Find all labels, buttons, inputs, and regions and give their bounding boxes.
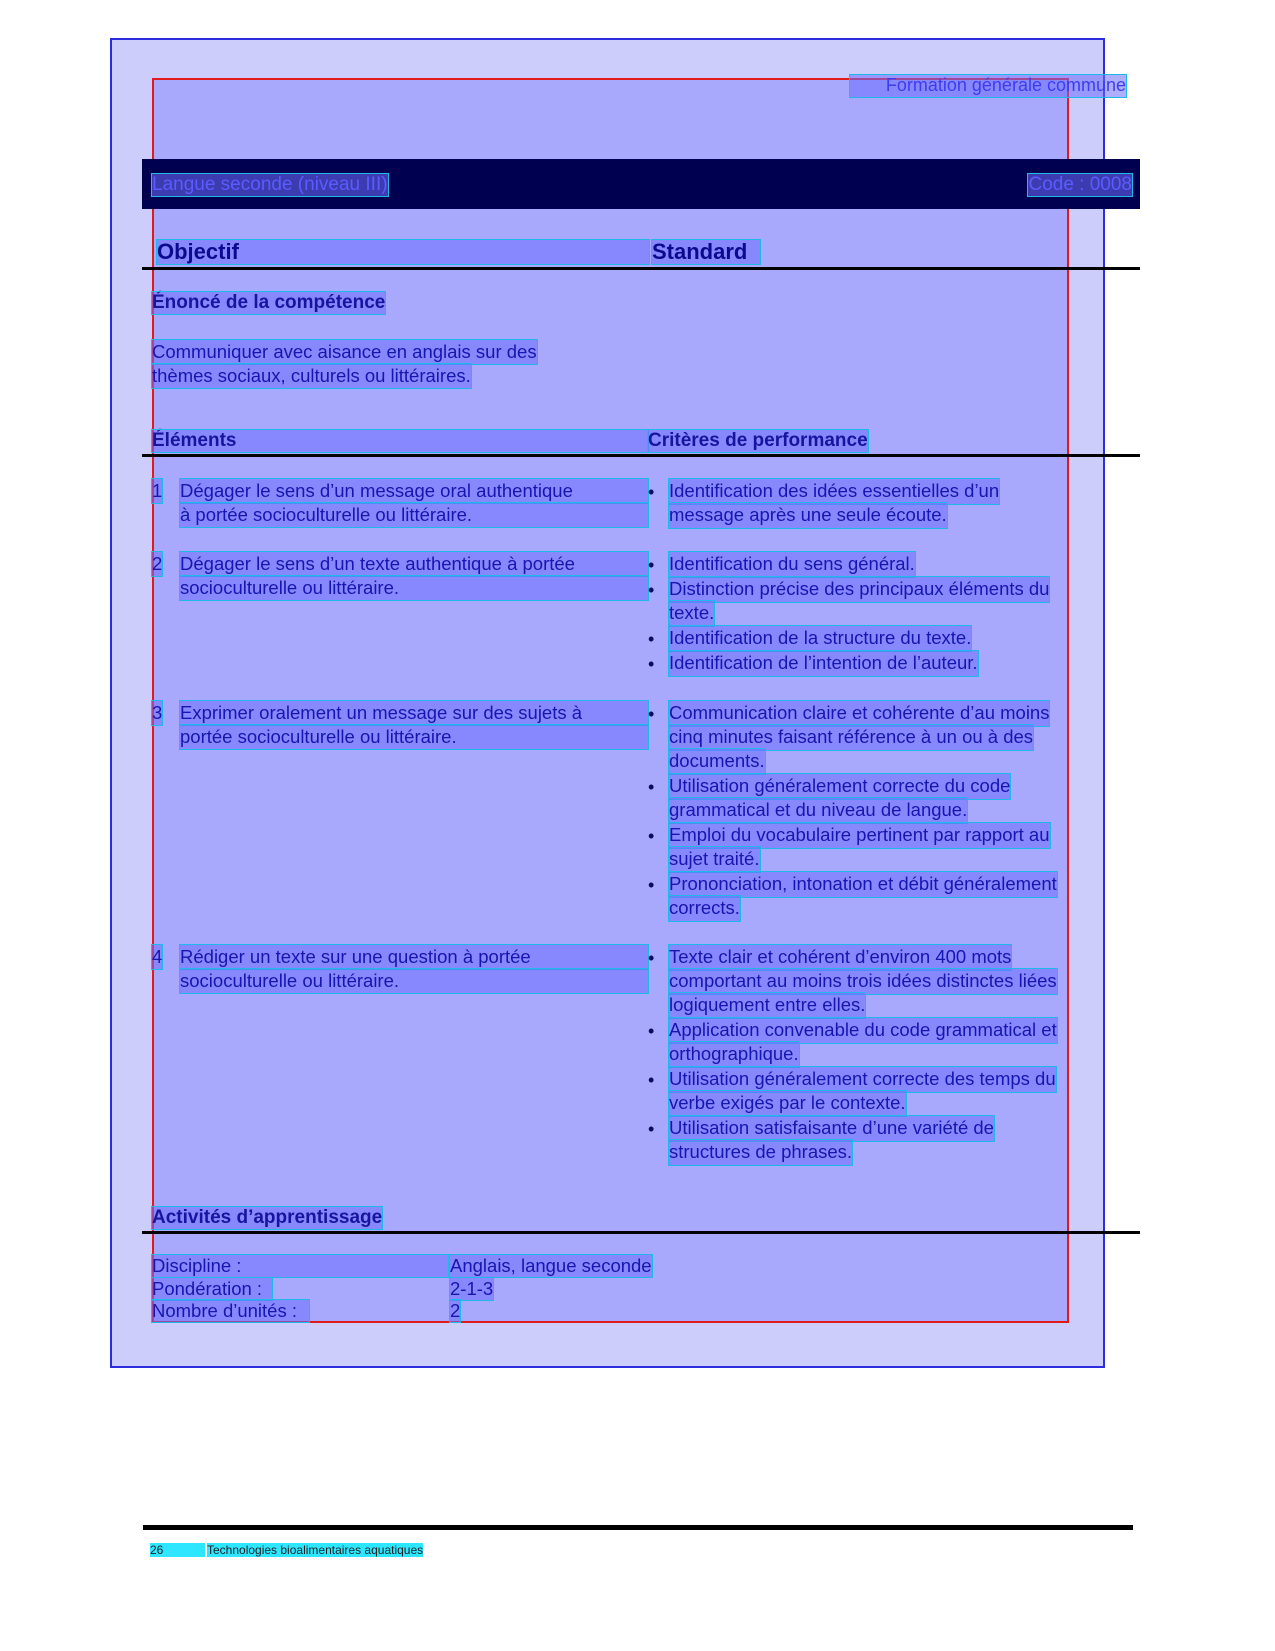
page-number: 26	[150, 1543, 205, 1557]
discipline-value: Anglais, langue seconde	[450, 1255, 652, 1276]
criterion-line: message après une seule écoute.	[669, 503, 947, 528]
criterion-line: grammatical et du niveau de langue.	[669, 798, 967, 823]
course-title: Langue seconde (niveau III)	[152, 174, 388, 195]
criterion-line: Communication claire et cohérente d’au moins	[669, 701, 1049, 726]
bullet-icon	[648, 829, 658, 843]
criterion-line: Identification de l’intention de l’auteur.	[669, 651, 978, 676]
criterion-line: Utilisation généralement correcte du code	[669, 774, 1010, 799]
element-line: Exprimer oralement un message sur des sujets à	[180, 701, 648, 725]
bullet-icon	[648, 558, 658, 572]
bullet-icon	[648, 1122, 658, 1136]
discipline-label: Discipline :	[152, 1255, 448, 1277]
weighting-value: 2-1-3	[450, 1278, 494, 1299]
competence-heading: Énoncé de la compétence	[152, 292, 386, 313]
objective-rule	[142, 267, 1140, 270]
bullet-icon	[648, 657, 658, 671]
objective-heading: Objectif	[157, 240, 649, 264]
activities-heading: Activités d’apprentissage	[152, 1207, 383, 1228]
element-number: 1	[152, 480, 163, 501]
elements-rule	[142, 454, 1140, 457]
criterion-line: corrects.	[669, 896, 740, 921]
element-line: à portée socioculturelle ou littéraire.	[180, 503, 648, 527]
criterion-line: Identification des idées essentielles d’un	[669, 479, 999, 504]
criterion-line: texte.	[669, 601, 714, 626]
criteria-heading: Critères de performance	[648, 430, 868, 451]
criterion-line: Application convenable du code grammatical et	[669, 1018, 1057, 1043]
bullet-icon	[648, 485, 658, 499]
bullet-icon	[648, 707, 658, 721]
criterion-line: Emploi du vocabulaire pertinent par rapport au	[669, 823, 1050, 848]
elements-heading: Éléments	[152, 430, 648, 452]
criterion-line: Identification du sens général.	[669, 552, 915, 577]
bullet-icon	[648, 632, 658, 646]
program-name: Technologies bioalimentaires aquatiques	[207, 1543, 424, 1557]
element-line: portée socioculturelle ou littéraire.	[180, 725, 648, 749]
weighting-label: Pondération :	[152, 1278, 272, 1300]
criterion-line: Utilisation satisfaisante d’une variété de	[669, 1116, 994, 1141]
bullet-icon	[648, 780, 658, 794]
bullet-icon	[648, 583, 658, 597]
criterion-line: orthographique.	[669, 1042, 799, 1067]
units-value: 2	[450, 1300, 461, 1321]
criterion-line: structures de phrases.	[669, 1140, 852, 1165]
criterion-line: comportant au moins trois idées distinctes liées	[669, 969, 1057, 994]
element-line: socioculturelle ou littéraire.	[180, 969, 648, 993]
program-type-label: Formation générale commune	[850, 75, 1126, 97]
element-line: Dégager le sens d’un texte authentique à portée	[180, 552, 648, 576]
criterion-line: sujet traité.	[669, 847, 760, 872]
criterion-line: documents.	[669, 749, 765, 774]
competence-line-1: Communiquer avec aisance en anglais sur des	[152, 341, 537, 362]
activities-rule	[142, 1231, 1140, 1234]
criterion-line: Identification de la structure du texte.	[669, 626, 971, 651]
bullet-icon	[648, 878, 658, 892]
units-label: Nombre d’unités :	[152, 1300, 309, 1322]
element-number: 2	[152, 553, 163, 574]
element-line: Rédiger un texte sur une question à portée	[180, 945, 648, 969]
criterion-line: Utilisation généralement correcte des temps du	[669, 1067, 1056, 1092]
element-line: socioculturelle ou littéraire.	[180, 576, 648, 600]
criterion-line: Distinction précise des principaux éléments du	[669, 577, 1049, 602]
element-line: Dégager le sens d’un message oral authentique	[180, 479, 648, 503]
bullet-icon	[648, 951, 658, 965]
element-number: 4	[152, 946, 163, 967]
course-code: Code : 0008	[1028, 174, 1132, 195]
element-number: 3	[152, 702, 163, 723]
criterion-line: Texte clair et cohérent d’environ 400 mots	[669, 945, 1011, 970]
criterion-line: Prononciation, intonation et débit généralement	[669, 872, 1057, 897]
footer-rule	[143, 1525, 1133, 1530]
criterion-line: logiquement entre elles.	[669, 993, 865, 1018]
competence-line-2: thèmes sociaux, culturels ou littéraires.	[152, 365, 471, 386]
standard-heading: Standard	[652, 240, 760, 264]
bullet-icon	[648, 1073, 658, 1087]
bullet-icon	[648, 1024, 658, 1038]
criterion-line: verbe exigés par le contexte.	[669, 1091, 906, 1116]
criterion-line: cinq minutes faisant référence à un ou à des	[669, 725, 1033, 750]
